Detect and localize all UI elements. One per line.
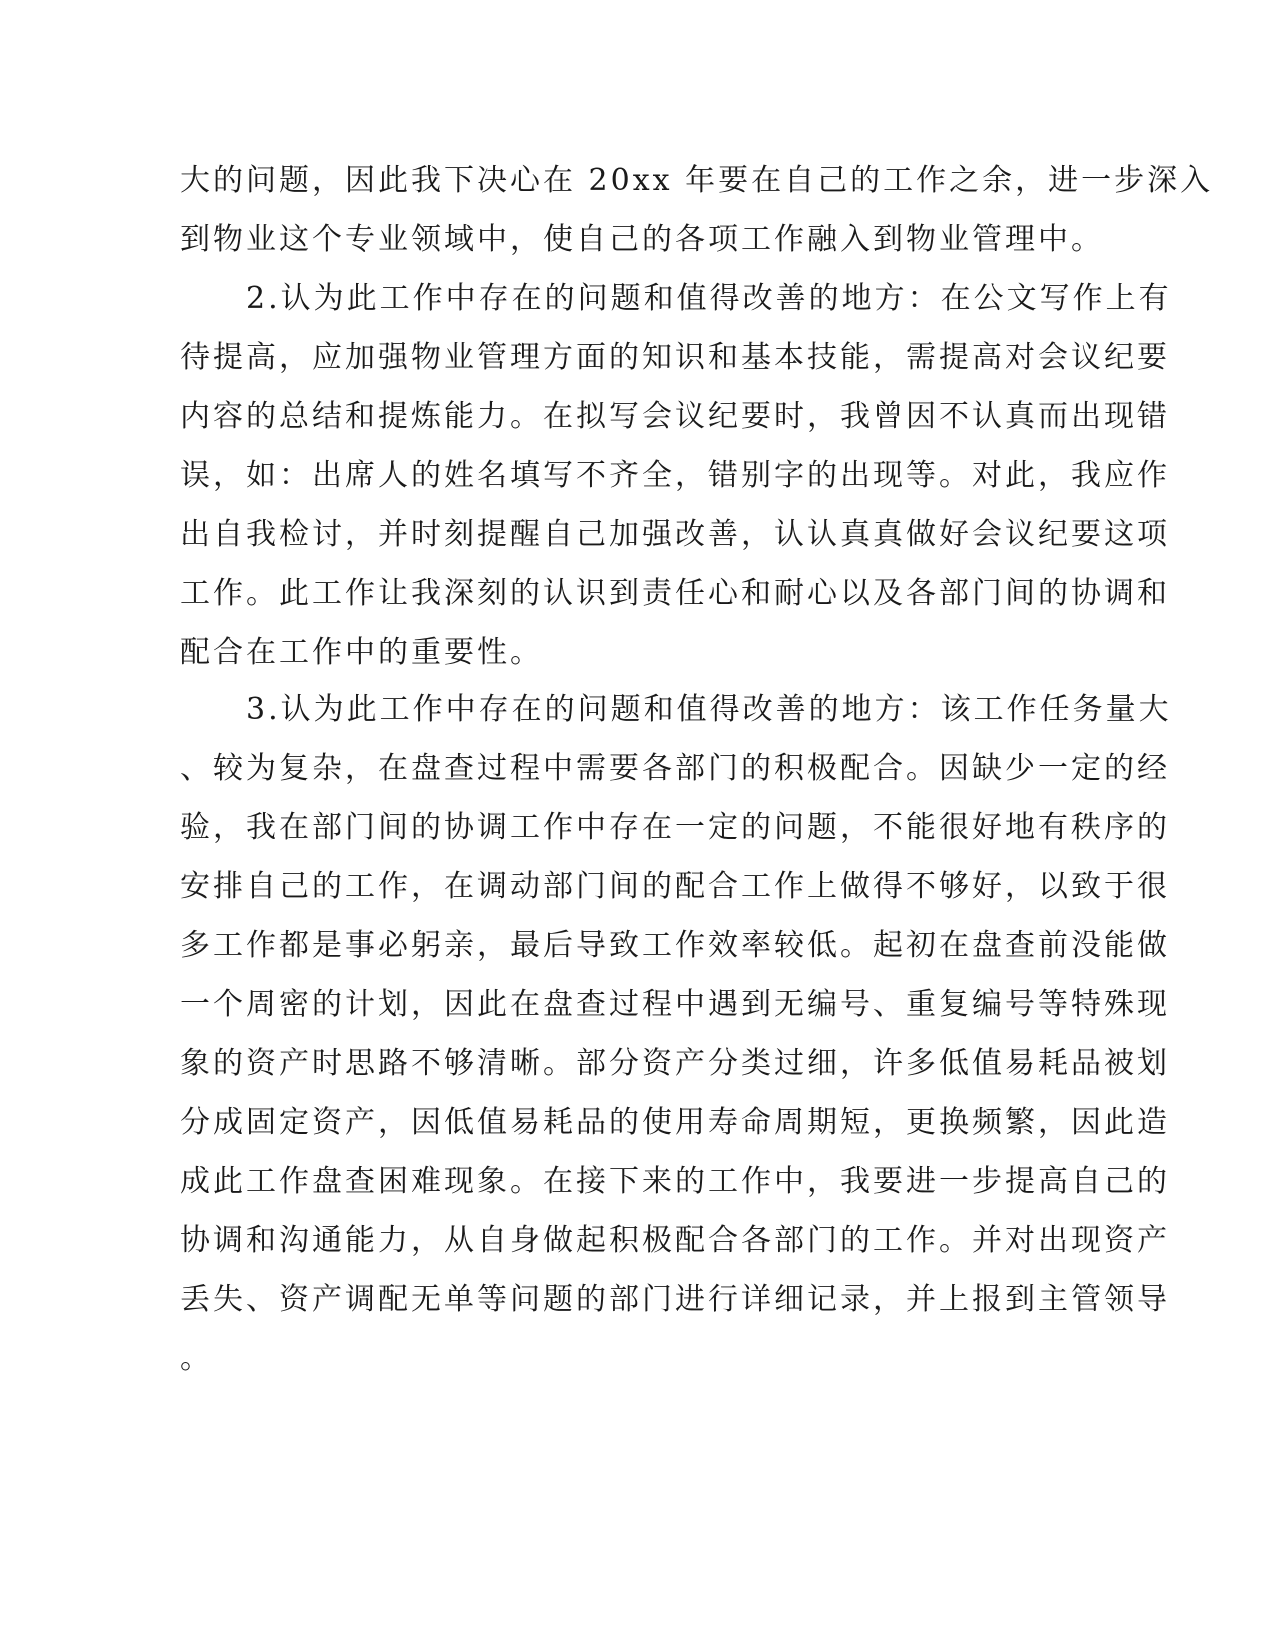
text-line: 待提高，应加强物业管理方面的知识和基本技能，需提高对会议纪要 [180, 340, 1170, 375]
text-line: 象的资产时思路不够清晰。部分资产分类过细，许多低值易耗品被划 [180, 1046, 1170, 1081]
text-line: 一个周密的计划，因此在盘查过程中遇到无编号、重复编号等特殊现 [180, 987, 1170, 1022]
text-line: 工作。此工作让我深刻的认识到责任心和耐心以及各部门间的协调和 [180, 576, 1170, 611]
text-line: 验，我在部门间的协调工作中存在一定的问题，不能很好地有秩序的 [180, 810, 1170, 845]
text-line: 、较为复杂，在盘查过程中需要各部门的积极配合。因缺少一定的经 [180, 751, 1170, 786]
text-line: 3.认为此工作中存在的问题和值得改善的地方：该工作任务量大 [246, 692, 1172, 727]
text-line: 配合在工作中的重要性。 [180, 635, 543, 670]
text-line: 协调和沟通能力，从自身做起积极配合各部门的工作。并对出现资产 [180, 1223, 1170, 1258]
text-line: 内容的总结和提炼能力。在拟写会议纪要时，我曾因不认真而出现错 [180, 399, 1170, 434]
text-line: 丢失、资产调配无单等问题的部门进行详细记录，并上报到主管领导 [180, 1282, 1170, 1317]
text-line: 误，如：出席人的姓名填写不齐全，错别字的出现等。对此，我应作 [180, 458, 1170, 493]
text-line: 安排自己的工作，在调动部门间的配合工作上做得不够好，以致于很 [180, 869, 1170, 904]
text-line: 到物业这个专业领域中，使自己的各项工作融入到物业管理中。 [180, 222, 1104, 257]
text-line: 2.认为此工作中存在的问题和值得改善的地方：在公文写作上有 [246, 281, 1172, 316]
text-line: 。 [180, 1341, 213, 1376]
text-line: 分成固定资产，因低值易耗品的使用寿命周期短，更换频繁，因此造 [180, 1105, 1170, 1140]
text-line: 多工作都是事必躬亲，最后导致工作效率较低。起初在盘查前没能做 [180, 928, 1170, 963]
text-line: 成此工作盘查困难现象。在接下来的工作中，我要进一步提高自己的 [180, 1164, 1170, 1199]
text-line: 出自我检讨，并时刻提醒自己加强改善，认认真真做好会议纪要这项 [180, 517, 1170, 552]
text-line: 大的问题，因此我下决心在 20xx 年要在自己的工作之余，进一步深入 [180, 163, 1214, 198]
